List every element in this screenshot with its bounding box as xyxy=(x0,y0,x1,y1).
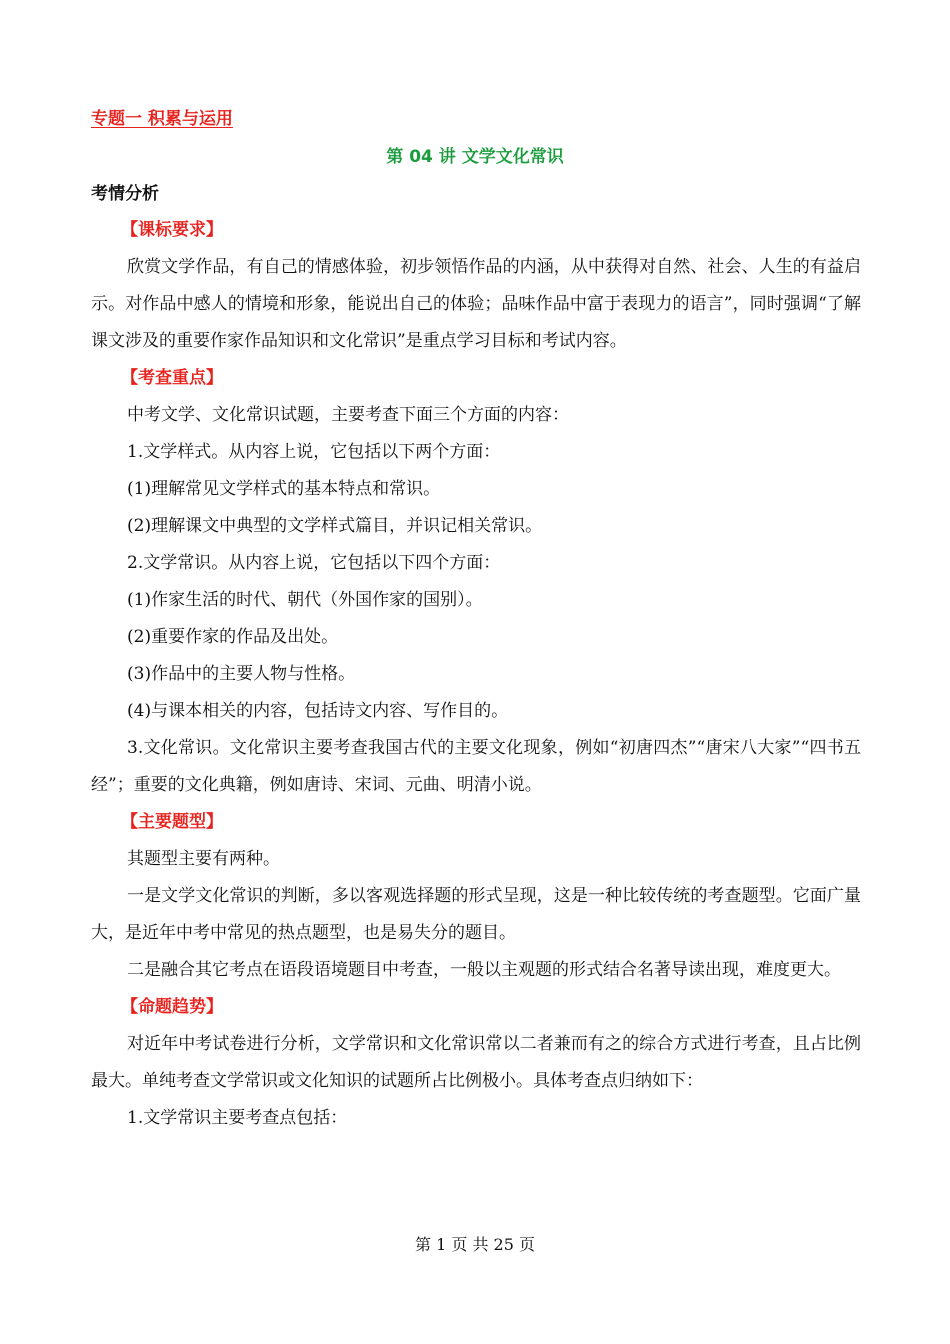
focus-heading: 【考查重点】 xyxy=(121,368,223,388)
focus-item: 2.文学常识。从内容上说，它包括以下四个方面： xyxy=(127,553,501,573)
main-content xyxy=(91,212,861,1137)
focus-item: (1)作家生活的时代、朝代（外国作家的国别）。 xyxy=(127,590,483,610)
trend-item: 1.文学常识主要考查点包括： xyxy=(127,1108,348,1128)
focus-item: (1)理解常见文学样式的基本特点和常识。 xyxy=(127,479,441,499)
series-title: 专题一 积累与运用 xyxy=(91,109,233,129)
focus-item: (2)理解课文中典型的文学样式篇目，并识记相关常识。 xyxy=(127,516,543,536)
page-footer: 第 1 页 共 25 页 xyxy=(415,1235,535,1254)
question-type-1-paragraph: 一是文学文化常识的判断，多以客观选择题的形式呈现，这是一种比较传统的考查题型。它面广量大，是近年中考中常见的热点题型，也是易失分的题目。 xyxy=(91,886,861,943)
culture-paragraph: 3.文化常识。文化常识主要考查我国古代的主要文化现象，例如“初唐四杰”“唐宋八大家”“四书五经”；重要的文化典籍，例如唐诗、宋词、元曲、明清小说。 xyxy=(91,738,861,795)
section-title: 考情分析 xyxy=(91,184,159,204)
trend-heading: 【命题趋势】 xyxy=(121,997,223,1017)
curriculum-heading: 【课标要求】 xyxy=(121,220,223,240)
curriculum-paragraph: 欣赏文学作品，有自己的情感体验，初步领悟作品的内涵，从中获得对自然、社会、人生的有益启示。对作品中感人的情境和形象，能说出自己的体验；品味作品中富于表现力的语言”，同时强调“了解课文涉及的重要作家作品知识和文化常识”是重点学习目标和考试内容。 xyxy=(91,257,861,351)
question-types-intro: 其题型主要有两种。 xyxy=(127,849,280,869)
focus-intro: 中考文学、文化常识试题，主要考查下面三个方面的内容： xyxy=(127,405,569,425)
focus-item: (3)作品中的主要人物与性格。 xyxy=(127,664,356,684)
lecture-title: 第 04 讲 文学文化常识 xyxy=(386,147,564,167)
trend-paragraph: 对近年中考试卷进行分析，文学常识和文化常识常以二者兼而有之的综合方式进行考查，且占比例最大。单纯考查文学常识或文化知识的试题所占比例极小。具体考查点归纳如下： xyxy=(91,1034,861,1091)
question-types-heading: 【主要题型】 xyxy=(121,812,223,832)
focus-item: 1.文学样式。从内容上说，它包括以下两个方面： xyxy=(127,442,501,462)
focus-item: (2)重要作家的作品及出处。 xyxy=(127,627,339,647)
question-type-2-paragraph: 二是融合其它考点在语段语境题目中考查，一般以主观题的形式结合名著导读出现，难度更大。 xyxy=(127,960,841,980)
focus-item: (4)与课本相关的内容，包括诗文内容、写作目的。 xyxy=(127,701,509,721)
